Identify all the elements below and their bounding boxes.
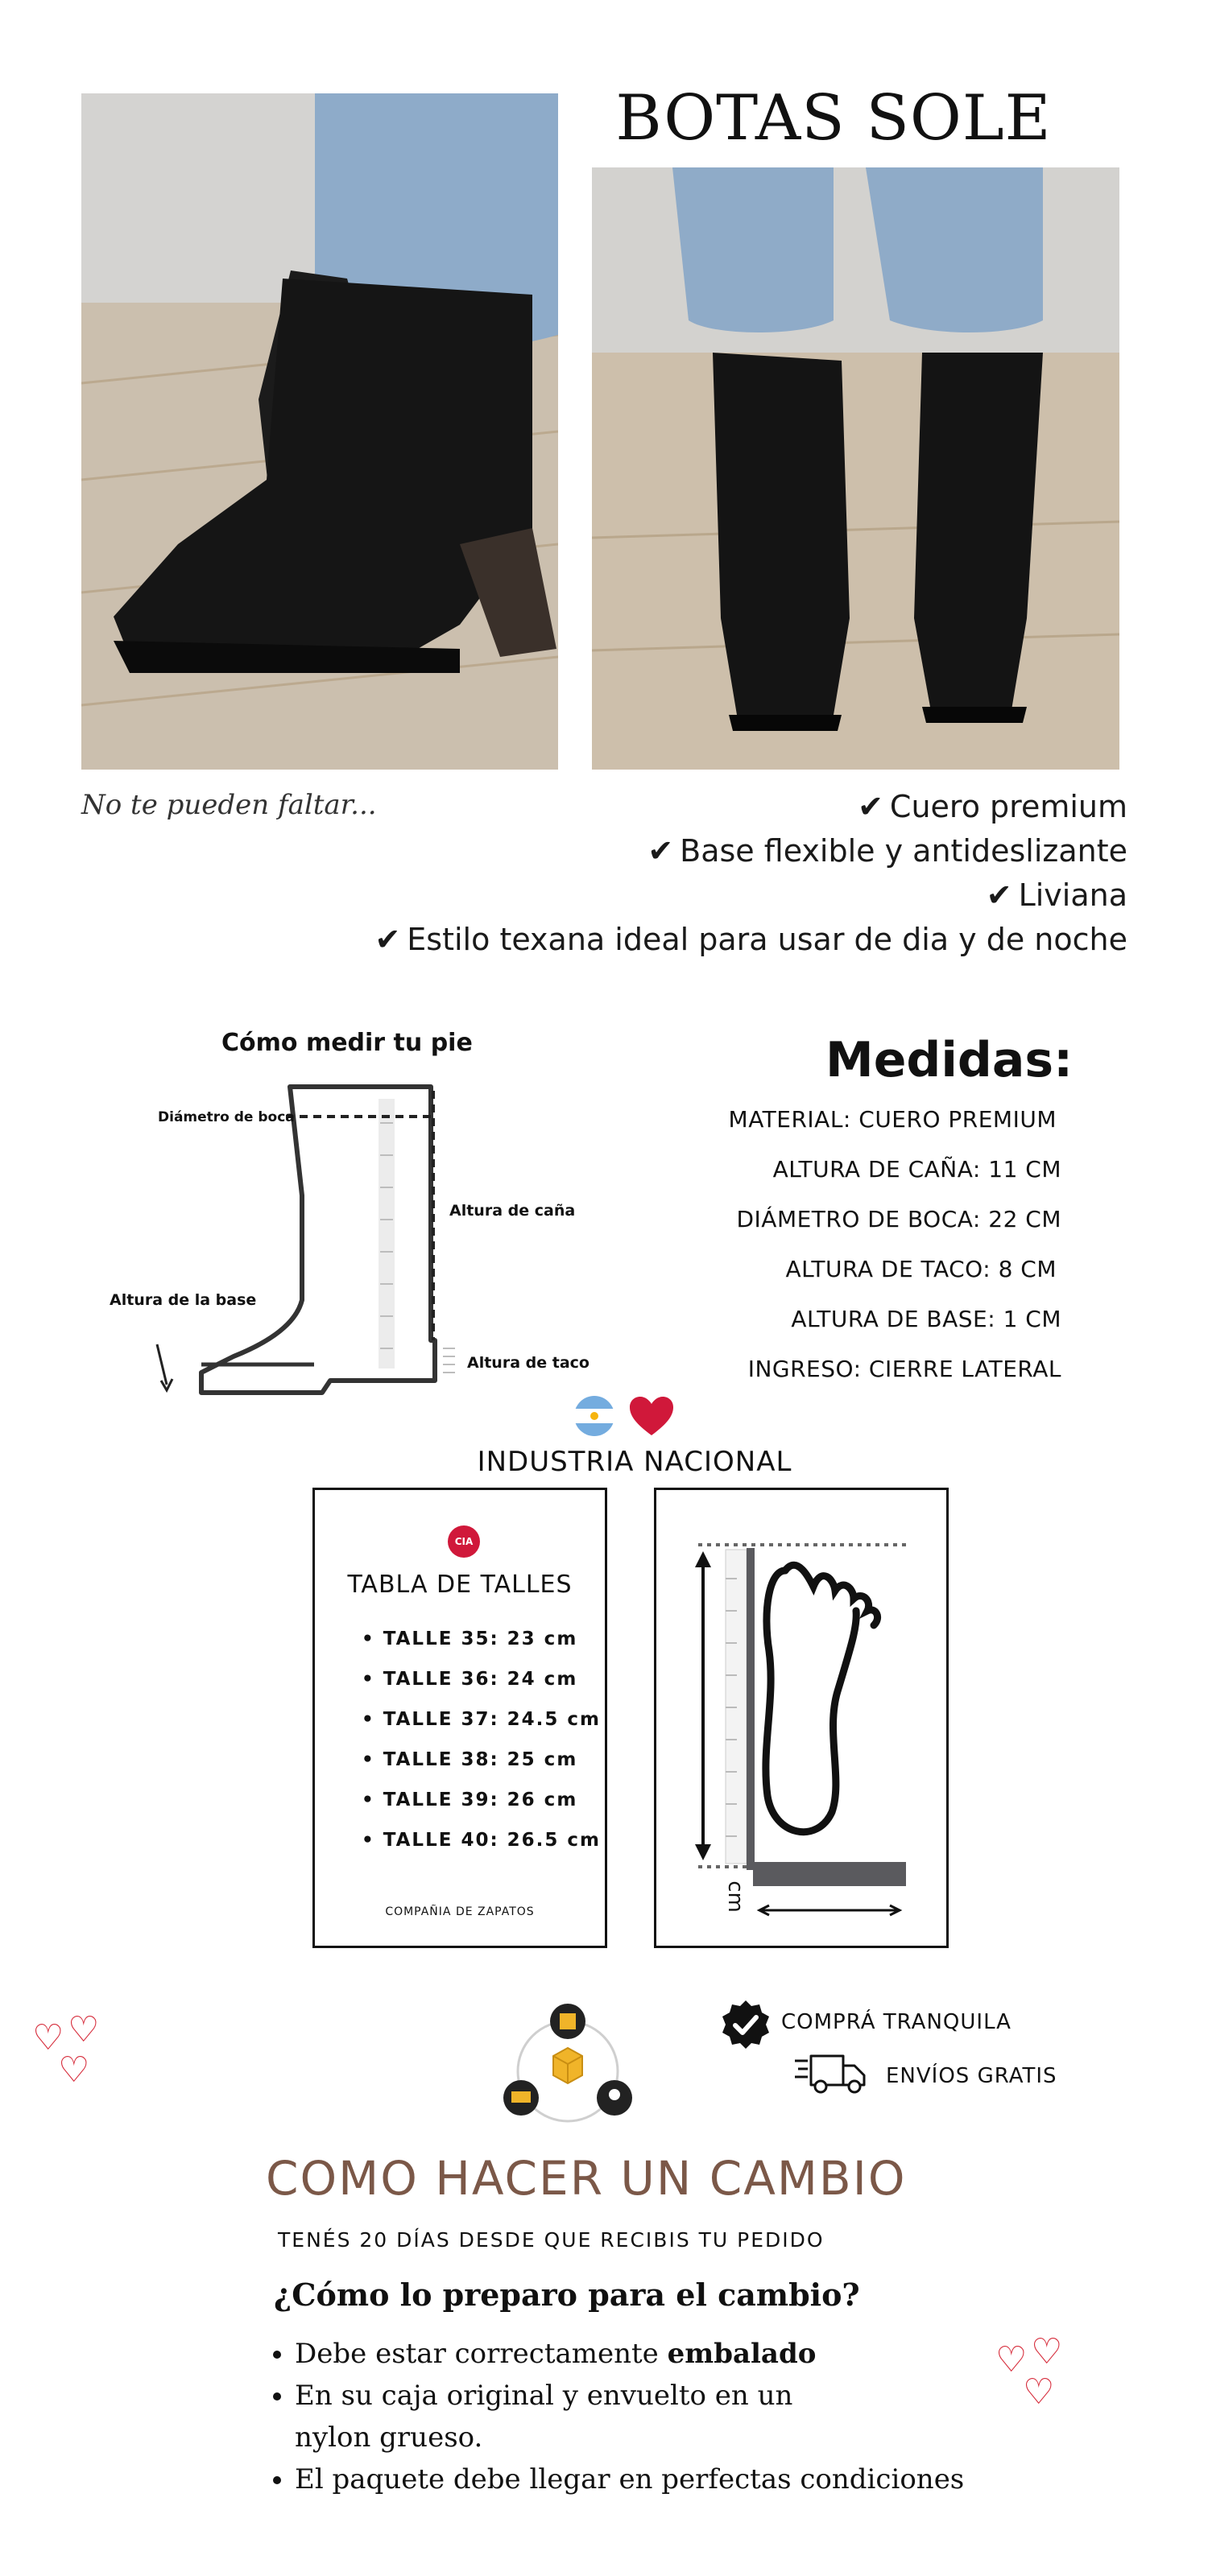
size-table-card [312, 1488, 607, 1948]
medidas-title: Medidas: [825, 1032, 1074, 1088]
medida-item: ALTURA DE TACO: 8 CM [785, 1256, 1057, 1282]
check-icon: ✔ [858, 789, 883, 824]
heart-outline-icon: ♡ [32, 2017, 64, 2058]
medida-item: INGRESO: CIERRE LATERAL [747, 1356, 1061, 1382]
product-title: BOTAS SOLE [615, 82, 1052, 155]
feature-item: ✔ Liviana [986, 877, 1127, 913]
product-photo-side [81, 93, 558, 770]
check-icon: ✔ [374, 922, 401, 957]
label-altura-cana: Altura de caña [449, 1202, 576, 1220]
size-row: • TALLE 38: 25 cm [362, 1749, 578, 1770]
foot-measure-diagram [656, 1490, 946, 1946]
size-row: • TALLE 36: 24 cm [362, 1669, 578, 1690]
feature-item: ✔ Base flexible y antideslizante [647, 833, 1127, 869]
heart-icon [628, 1395, 675, 1437]
measure-guide-title: Cómo medir tu pie [221, 1029, 473, 1057]
medida-item: DIÁMETRO DE BOCA: 22 CM [736, 1206, 1061, 1232]
industria-nacional: INDUSTRIA NACIONAL [477, 1446, 792, 1478]
badge-compra-tranquila: COMPRÁ TRANQUILA [781, 2010, 1011, 2034]
heart-outline-icon: ♡ [1023, 2372, 1055, 2413]
shipping-cycle-icon [495, 2003, 640, 2124]
size-table-footer: COMPAÑIA DE ZAPATOS [385, 1905, 535, 1918]
list-item: • En su caja original y envuelto en un nylon grueso. [295, 2375, 875, 2458]
feature-item: ✔ Cuero premium [858, 789, 1127, 824]
size-row: • TALLE 37: 24.5 cm [362, 1709, 602, 1730]
unit-label: cm [722, 1880, 747, 1913]
label-altura-taco: Altura de taco [467, 1354, 590, 1372]
heart-outline-icon: ♡ [68, 2009, 100, 2050]
check-icon: ✔ [986, 877, 1012, 913]
heart-outline-icon: ♡ [1031, 2331, 1063, 2372]
size-row: • TALLE 39: 26 cm [362, 1790, 578, 1810]
brand-logo: CIA [448, 1525, 480, 1558]
label-diametro-boca: Diámetro de boca [158, 1109, 295, 1125]
argentina-flag-icon [573, 1395, 615, 1437]
feature-item: ✔ Estilo texana ideal para usar de dia y de noche [374, 922, 1127, 957]
medida-item: ALTURA DE CAÑA: 11 CM [772, 1156, 1061, 1183]
foot-diagram-card [654, 1488, 949, 1948]
product-photo-front [592, 167, 1119, 770]
cambio-title: COMO HACER UN CAMBIO [266, 2151, 907, 2206]
heart-outline-icon: ♡ [995, 2339, 1028, 2380]
size-row: • TALLE 40: 26.5 cm [362, 1830, 602, 1851]
size-row: • TALLE 35: 23 cm [362, 1629, 578, 1649]
cambio-question: ¿Cómo lo preparo para el cambio? [274, 2277, 860, 2313]
product-tagline: No te pueden faltar... [81, 789, 377, 821]
list-item: • Debe estar correctamente embalado [295, 2333, 987, 2375]
list-item: • El paquete debe llegar en perfectas condiciones [295, 2458, 987, 2500]
verified-badge-icon [719, 1998, 772, 2051]
delivery-truck-icon [793, 2051, 867, 2096]
medida-item: MATERIAL: CUERO PREMIUM [728, 1106, 1057, 1133]
badge-envios-gratis: ENVÍOS GRATIS [886, 2064, 1057, 2088]
size-table-title: TABLA DE TALLES [347, 1571, 573, 1599]
check-icon: ✔ [647, 833, 674, 869]
medida-item: ALTURA DE BASE: 1 CM [791, 1306, 1061, 1332]
boot-measure-diagram [145, 1075, 483, 1413]
label-altura-base: Altura de la base [110, 1291, 257, 1309]
cambio-instructions-list [261, 2333, 987, 2500]
heart-outline-icon: ♡ [58, 2050, 90, 2091]
cambio-subtitle: TENÉS 20 DÍAS DESDE QUE RECIBIS TU PEDIDO [278, 2228, 825, 2252]
